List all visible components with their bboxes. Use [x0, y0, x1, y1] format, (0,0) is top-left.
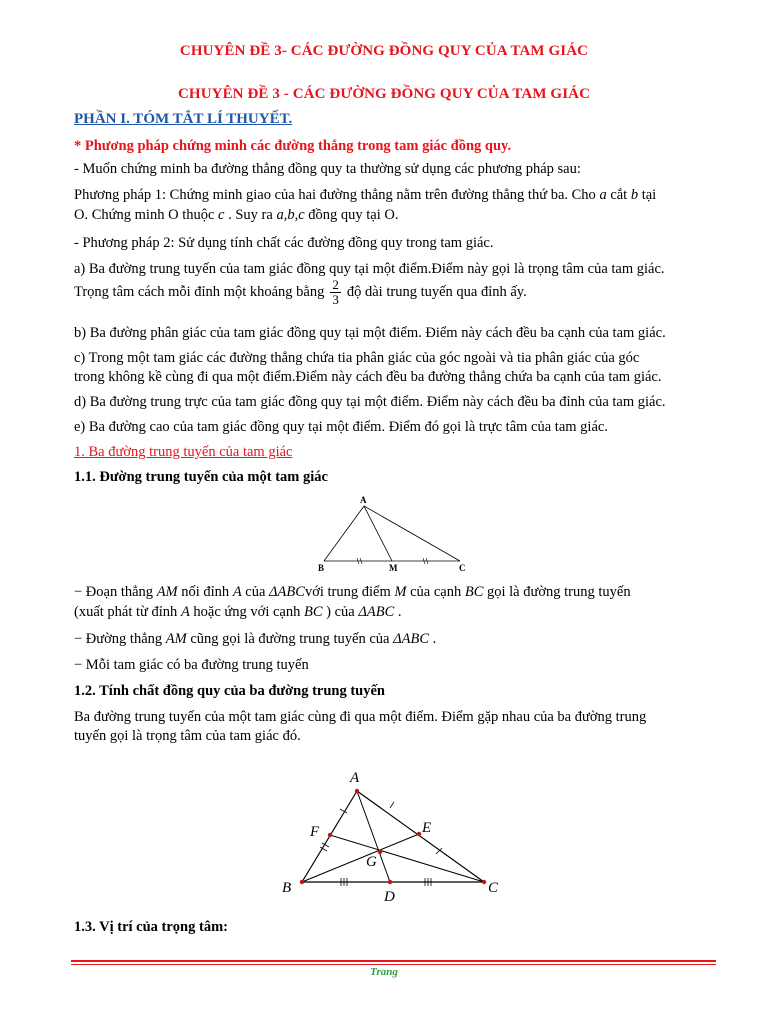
median-line-definition	[74, 630, 714, 649]
text-of-side: của cạnh	[410, 584, 462, 600]
footer-divider-thin	[71, 964, 716, 965]
method-1-prove: . Chứng minh	[84, 207, 165, 223]
method-1-at: tại	[641, 187, 657, 203]
text-of-2: ) của	[326, 604, 355, 620]
chapter-title: CHUYÊN ĐỀ 3 - CÁC ĐƯỜNG ĐỒNG QUY CỦA TAM GIÁC	[178, 86, 590, 102]
period-2: .	[397, 604, 402, 620]
text-or-side: hoặc ứng với cạnh	[193, 604, 301, 620]
method-1-line-2	[74, 206, 714, 225]
var-c: c	[218, 207, 225, 223]
period: .	[394, 207, 399, 223]
vertex-a: A	[232, 584, 242, 600]
var-a: a	[599, 187, 607, 203]
label-b: B	[318, 563, 325, 573]
item-b: b) Ba đường phân giác của tam giác đồng quy tại một điểm. Điểm này cách đều ba cạnh của tam giác.	[74, 325, 666, 341]
label-c: C	[488, 880, 499, 896]
footer-page-label: Trang	[370, 966, 398, 978]
method-1-belongs: thuộc	[182, 207, 215, 223]
method-heading: * Phương pháp chứng minh các đường thẳng trong tam giác đồng quy.	[74, 138, 512, 154]
item-a-line-1: a) Ba đường trung tuyến của tam giác đồng quy tại một điểm.Điểm này gọi là trọng tâm của tam giác.	[74, 261, 665, 277]
section-1-heading: 1. Ba đường trung tuyến của tam giác	[74, 444, 293, 460]
section-1-3-heading: 1.3. Vị trí của trọng tâm:	[74, 919, 228, 935]
median-definition-line-2	[74, 603, 714, 622]
label-a: A	[350, 770, 360, 786]
method-1-concur: đồng quy tại	[308, 207, 381, 223]
point-o-3: O	[384, 207, 395, 223]
median-cf	[330, 835, 484, 882]
vars-abc: a,b,c	[276, 207, 305, 223]
item-c-line-2: trong không kề cùng đi qua một điểm.Điểm này cách đều ba đường thẳng chứa ba cạnh của tam giác.	[74, 369, 662, 385]
median-be	[302, 834, 419, 882]
point-o: O	[74, 207, 85, 223]
triangle-abc: ΔABC	[269, 584, 305, 600]
text-called-median: gọi là đường trung tuyến	[487, 584, 631, 600]
method-1-infer: . Suy ra	[228, 207, 273, 223]
item-d: d) Ba đường trung trực của tam giác đồng quy tại một điểm. Điểm này cách đều ba đỉnh của tam giác.	[74, 394, 666, 410]
method-1-cut: cắt	[610, 187, 628, 203]
label-g: G	[366, 854, 377, 870]
label-c: C	[459, 563, 466, 573]
item-a-post: độ dài trung tuyến qua đỉnh ấy.	[346, 284, 527, 300]
document-title: CHUYÊN ĐỀ 3- CÁC ĐƯỜNG ĐỒNG QUY CỦA TAM GIÁC	[179, 43, 589, 59]
period-3: .	[432, 631, 437, 647]
side-bc-label-2: BC	[303, 604, 323, 620]
text-of: của	[245, 584, 266, 600]
text-line: − Đường thẳng	[74, 631, 163, 647]
label-e: E	[422, 820, 432, 836]
label-m: M	[389, 563, 398, 573]
method-2: - Phương pháp 2: Sử dụng tính chất các đường đồng quy trong tam giác.	[74, 235, 494, 251]
method-1-line-1	[74, 186, 714, 205]
part-heading: PHẦN I. TÓM TẮT LÍ THUYẾT.	[74, 111, 293, 127]
side-ab	[324, 506, 364, 561]
section-1-2-paragraph-1: Ba đường trung tuyến của một tam giác cùng đi qua một điểm. Điểm gặp nhau của ba đường trung	[74, 709, 647, 725]
side-bc-label: BC	[464, 584, 484, 600]
equal-tick-marks	[320, 802, 442, 886]
centroid-figure	[272, 764, 512, 908]
vertex-a-2: A	[180, 604, 190, 620]
method-1-text: Phương pháp 1: Chứng minh giao của hai đường thẳng nằm trên đường thẳng thứ ba. Cho	[74, 187, 596, 203]
label-f: F	[310, 824, 320, 840]
item-e: e) Ba đường cao của tam giác đồng quy tại một điểm. Điểm đó gọi là trực tâm của tam giác.	[74, 419, 608, 435]
three-medians-note: − Mỗi tam giác có ba đường trung tuyến	[74, 657, 309, 673]
line-am: AM	[165, 631, 187, 647]
item-a-line-2	[74, 278, 714, 318]
section-1-2-heading: 1.2. Tính chất đồng quy của ba đường trung tuyến	[74, 683, 385, 699]
fraction-denominator: 3	[332, 292, 339, 307]
triangle-abc-3: ΔABC	[393, 631, 430, 647]
triangle-abc-2: ΔABC	[358, 604, 395, 620]
fraction-numerator: 2	[332, 277, 339, 292]
midpoint-m: M	[394, 584, 407, 600]
footer-divider	[71, 960, 716, 962]
intro-paragraph: - Muốn chứng minh ba đường thẳng đồng quy ta thường sử dụng các phương pháp sau:	[74, 161, 581, 177]
label-b: B	[282, 880, 292, 896]
section-1-1-heading: 1.1. Đường trung tuyến của một tam giác	[74, 469, 328, 485]
text-also-median: cũng gọi là đường trung tuyến của	[190, 631, 390, 647]
item-a-pre: Trọng tâm cách mỗi đỉnh một khoảng bằng	[74, 284, 325, 300]
median-figure	[312, 492, 472, 574]
var-b: b	[630, 187, 639, 203]
point-o-2: O	[168, 207, 179, 223]
text-segment: − Đoạn thẳng	[74, 584, 154, 600]
median-definition-line-1	[74, 583, 714, 602]
text-connects: nối đỉnh	[181, 584, 230, 600]
section-1-2-paragraph-2: tuyến gọi là trọng tâm của tam giác đó.	[74, 728, 301, 744]
label-a: A	[360, 495, 367, 505]
fraction	[330, 278, 341, 307]
text-from-vertex: (xuất phát từ đỉnh	[74, 604, 178, 620]
item-c-line-1: c) Trong một tam giác các đường thẳng chứa tia phân giác của góc ngoài và tia phân giác của góc	[74, 350, 640, 366]
segment-am: AM	[156, 584, 178, 600]
text-with-midpoint: với trung điểm	[304, 584, 391, 600]
label-d: D	[384, 889, 395, 905]
